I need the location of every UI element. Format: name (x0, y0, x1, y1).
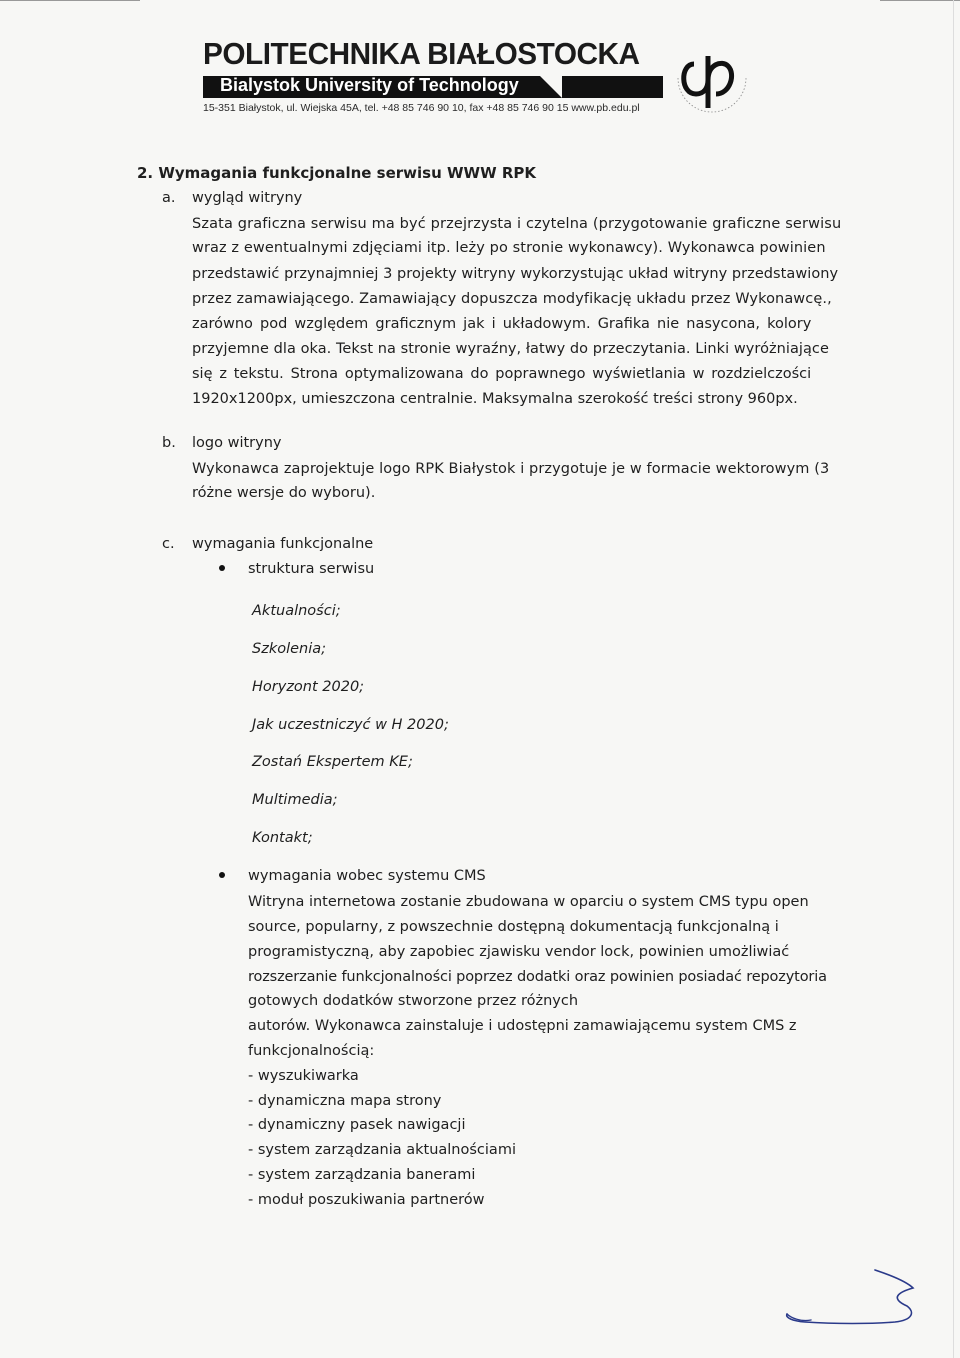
university-logo-icon (672, 42, 752, 122)
feature-item: - wyszukiwarka (248, 1068, 359, 1084)
paragraph-line: programistyczną, aby zapobiec zjawisku vendor lock, powinien umożliwiać (248, 944, 790, 960)
structure-item: Kontakt; (252, 830, 313, 846)
paragraph-line: source, popularny, z powszechnie dostępną dokumentacją funkcjonalną i (248, 919, 779, 935)
feature-item: - system zarządzania banerami (248, 1167, 476, 1183)
paragraph-line: przyjemne dla oka. Tekst na stronie wyraźny, łatwy do przeczytania. Linki wyróżniające (192, 341, 829, 357)
paragraph-line: przedstawić przynajmniej 3 projekty witryny wykorzystując układ witryny przedstawiony (192, 266, 839, 282)
paragraph-line: wraz z ewentualnymi zdjęciami itp. leży po stronie wykonawcy). Wykonawca powinien (192, 240, 826, 256)
feature-item: - moduł poszukiwania partnerów (248, 1192, 485, 1208)
paragraph-line: się z tekstu. Strona optymalizowana do poprawnego wyświetlania w rozdzielczości (192, 366, 812, 382)
university-name: POLITECHNIKA BIAŁOSTOCKA (203, 36, 640, 71)
structure-item: Multimedia; (252, 792, 338, 808)
paragraph-line: przez zamawiającego. Zamawiający dopuszcza modyfikację układu przez Wykonawcę., (192, 291, 832, 307)
feature-item: - dynamiczny pasek nawigacji (248, 1117, 466, 1133)
scan-edge-line (880, 0, 960, 1)
paragraph-line: rozszerzanie funkcjonalności poprzez dodatki oraz powinien posiadać repozytoria (248, 969, 827, 985)
paragraph-line: różne wersje do wyboru). (192, 485, 376, 501)
subsection-c-title: wymagania funkcjonalne (192, 536, 374, 552)
paragraph-line: Szata graficzna serwisu ma być przejrzysta i czytelna (przygotowanie graficzne serwisu (192, 216, 842, 232)
bullet-cms-title: wymagania wobec systemu CMS (248, 868, 486, 884)
paragraph-line: funkcjonalnością: (248, 1043, 375, 1059)
structure-item: Zostań Ekspertem KE; (252, 754, 413, 770)
paragraph-line: zarówno pod względem graficznym jak i układowym. Grafika nie nasycona, kolory (192, 316, 812, 332)
paragraph-line: Witryna internetowa zostanie zbudowana w oparciu o system CMS typu open (248, 894, 809, 910)
scan-edge-line (953, 0, 954, 1358)
structure-item: Szkolenia; (252, 641, 327, 657)
section-heading: 2. Wymagania funkcjonalne serwisu WWW RPK (137, 164, 537, 182)
paragraph-line: 1920x1200px, umieszczona centralnie. Maksymalna szerokość treści strony 960px. (192, 391, 798, 407)
paragraph-line: autorów. Wykonawca zainstaluje i udostępni zamawiającemu system CMS z (248, 1018, 797, 1034)
list-marker-b: b. (162, 435, 176, 451)
bullet-icon (219, 565, 225, 571)
scan-edge-line (0, 0, 140, 1)
bullet-icon (219, 872, 225, 878)
feature-item: - system zarządzania aktualnościami (248, 1142, 516, 1158)
subsection-b-title: logo witryny (192, 435, 282, 451)
paragraph-line: gotowych dodatków stworzone przez różnych (248, 993, 579, 1009)
bullet-structure-title: struktura serwisu (248, 561, 375, 577)
university-address: 15-351 Białystok, ul. Wiejska 45A, tel. +48 85 746 90 10, fax +48 85 746 90 15 www.pb.edu.pl (203, 102, 640, 114)
paragraph-line: Wykonawca zaprojektuje logo RPK Białystok i przygotuje je w formacie wektorowym (3 (192, 461, 830, 477)
subsection-a-title: wygląd witryny (192, 190, 303, 206)
list-marker-c: c. (162, 536, 175, 552)
structure-item: Horyzont 2020; (252, 679, 365, 695)
feature-item: - dynamiczna mapa strony (248, 1093, 442, 1109)
list-marker-a: a. (162, 190, 176, 206)
university-name-en: Bialystok University of Technology (220, 75, 519, 95)
structure-item: Jak uczestniczyć w H 2020; (252, 717, 449, 733)
handwritten-signature (775, 1258, 935, 1338)
banner-notch (540, 76, 562, 98)
structure-item: Aktualności; (252, 603, 341, 619)
